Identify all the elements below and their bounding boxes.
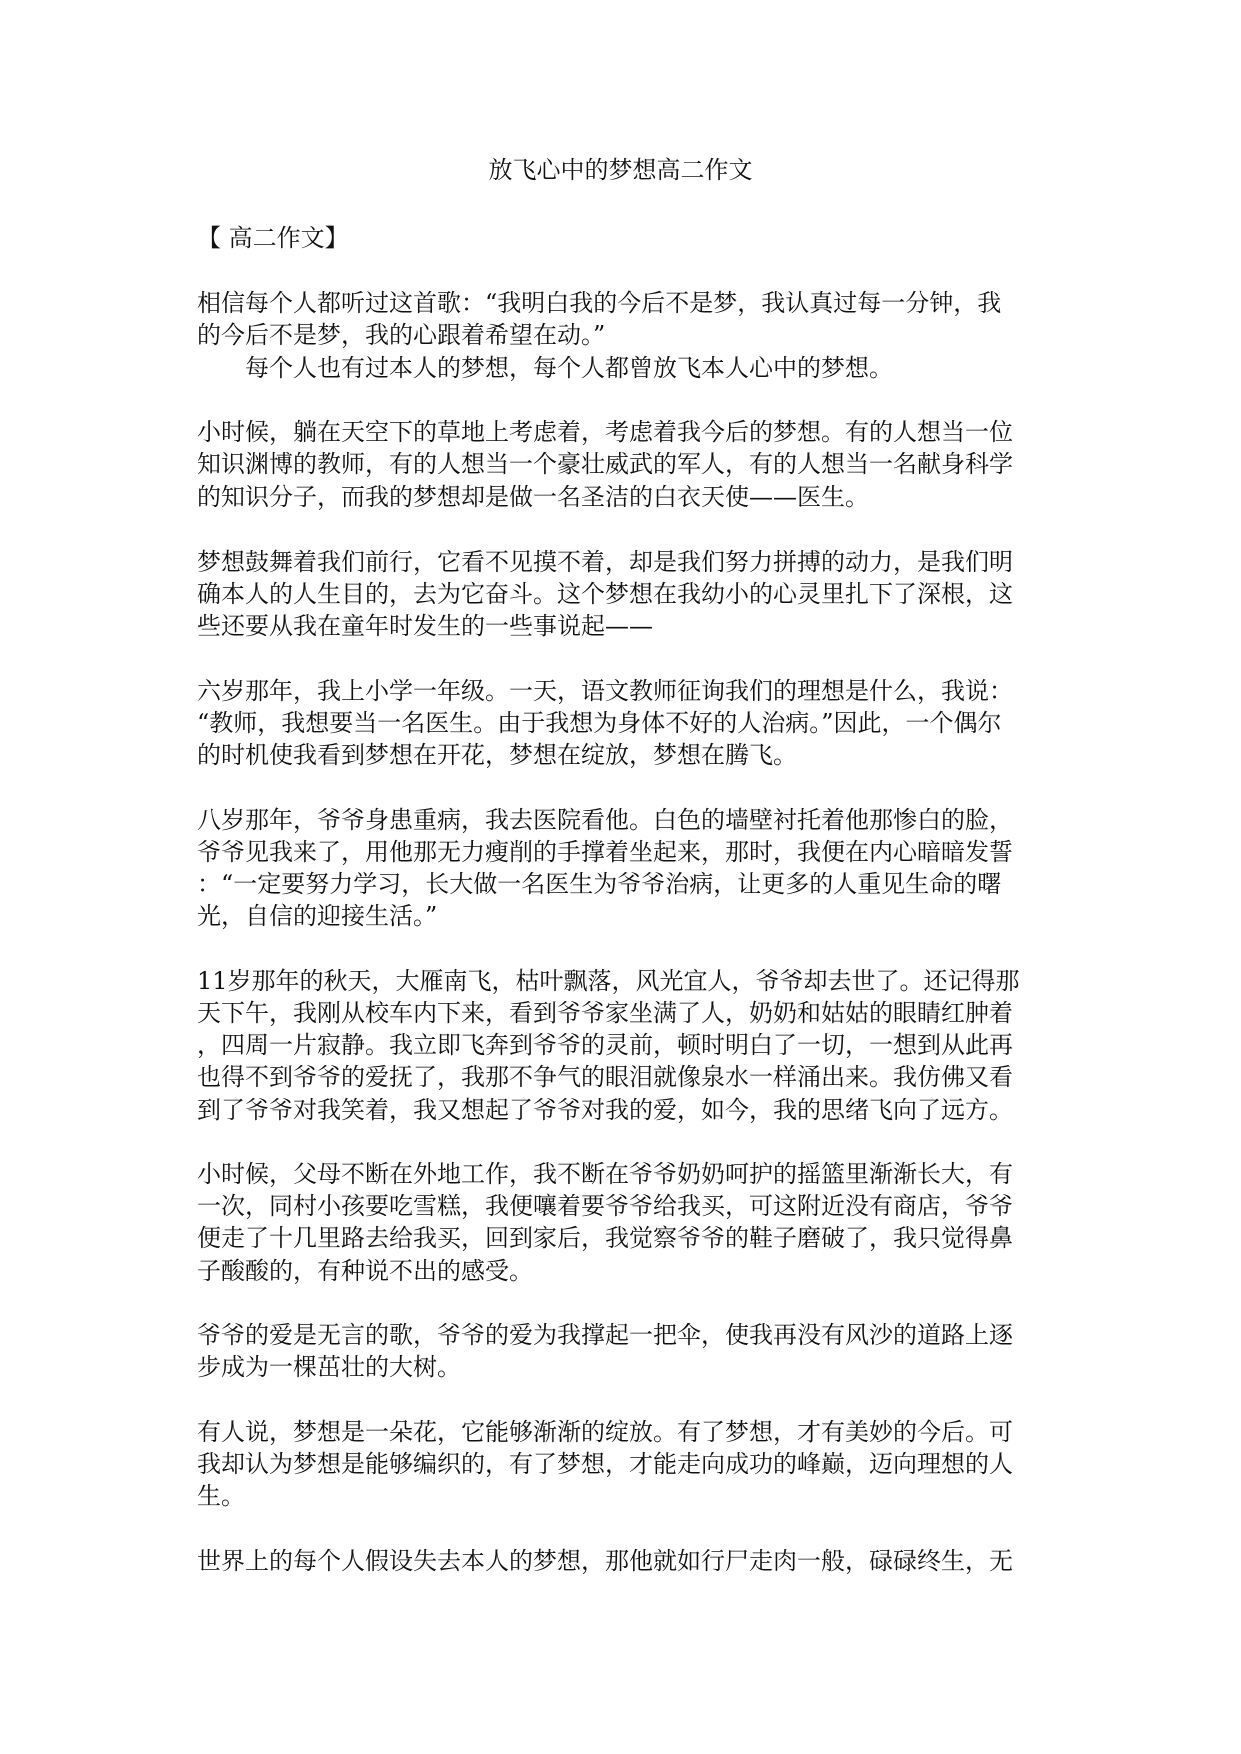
text-line: 的知识分子，而我的梦想却是做一名圣洁的白衣天使——医生。 — [197, 483, 869, 511]
text-line: 便走了十几里路去给我买，回到家后，我觉察爷爷的鞋子磨破了，我只觉得鼻 — [197, 1224, 1013, 1252]
text-line: 六岁那年，我上小学一年级。一天，语文教师征询我们的理想是什么，我说： — [197, 677, 1013, 705]
text-line: 梦想鼓舞着我们前行，它看不见摸不着，却是我们努力拼搏的动力，是我们明 — [197, 548, 1013, 576]
text-line: 天下午，我刚从校车内下来，看到爷爷家坐满了人，奶奶和姑姑的眼睛红肿着 — [197, 999, 1013, 1027]
text-line: 八岁那年，爷爷身患重病，我去医院看他。白色的墙壁衬托着他那惨白的脸， — [197, 806, 1013, 834]
text-line: 每个人也有过本人的梦想，每个人都曾放飞本人心中的梦想。 — [245, 354, 893, 382]
text-line: 生。 — [197, 1482, 245, 1510]
text-line: 我却认为梦想是能够编织的，有了梦想，才能走向成功的峰巅，迈向理想的人 — [197, 1450, 1013, 1478]
text-line: 也得不到爷爷的爱抚了，我那不争气的眼泪就像泉水一样涌出来。我仿佛又看 — [197, 1063, 1013, 1091]
text-line: 世界上的每个人假设失去本人的梦想，那他就如行尸走肉一般，碌碌终生，无 — [197, 1547, 1013, 1575]
text-line: 子酸酸的，有种说不出的感受。 — [197, 1257, 533, 1285]
document-title: 放飞心中的梦想高二作文 — [488, 156, 753, 184]
text-line: 11岁那年的秋天，大雁南飞，枯叶飘落，风光宜人，爷爷却去世了。还记得那 — [197, 967, 1020, 995]
text-line: 一次，同村小孩要吃雪糕，我便嚷着要爷爷给我买，可这附近没有商店，爷爷 — [197, 1192, 1013, 1220]
text-line: 有人说，梦想是一朵花，它能够渐渐的绽放。有了梦想，才有美妙的今后。可 — [197, 1418, 1013, 1446]
text-line: “教师，我想要当一名医生。由于我想为身体不好的人治病。”因此，一个偶尔 — [197, 709, 1002, 737]
text-line: 光，自信的迎接生活。” — [197, 902, 438, 930]
text-line: 的今后不是梦，我的心跟着希望在动。” — [197, 321, 606, 349]
text-line: 步成为一棵茁壮的大树。 — [197, 1353, 461, 1381]
text-line: 的时机使我看到梦想在开花，梦想在绽放，梦想在腾飞。 — [197, 741, 797, 769]
text-line: 爷爷的爱是无言的歌，爷爷的爱为我撑起一把伞，使我再没有风沙的道路上逐 — [197, 1321, 1013, 1349]
text-line: 确本人的人生目的，去为它奋斗。这个梦想在我幼小的心灵里扎下了深根，这 — [197, 580, 1013, 608]
text-line: ，四周一片寂静。我立即飞奔到爷爷的灵前，顿时明白了一切，一想到从此再 — [197, 1031, 1013, 1059]
text-line: 知识渊博的教师，有的人想当一个豪壮威武的军人，有的人想当一名献身科学 — [197, 450, 1013, 478]
text-line: 小时候，父母不断在外地工作，我不断在爷爷奶奶呵护的摇篮里渐渐长大，有 — [197, 1160, 1013, 1188]
text-line: 爷爷见我来了，用他那无力瘦削的手撑着坐起来，那时，我便在内心暗暗发誓 — [197, 838, 1013, 866]
text-line: 相信每个人都听过这首歌：“我明白我的今后不是梦，我认真过每一分钟，我 — [197, 289, 1002, 317]
text-line: 到了爷爷对我笑着，我又想起了爷爷对我的爱，如今，我的思绪飞向了远方。 — [197, 1096, 1013, 1124]
text-line: 小时候，躺在天空下的草地上考虑着，考虑着我今后的梦想。有的人想当一位 — [197, 418, 1013, 446]
text-line: ：“一定要努力学习，长大做一名医生为爷爷治病，让更多的人重见生命的曙 — [197, 870, 1002, 898]
category-label: 【 高二作文】 — [197, 224, 349, 252]
text-line: 些还要从我在童年时发生的一些事说起—— — [197, 612, 653, 640]
